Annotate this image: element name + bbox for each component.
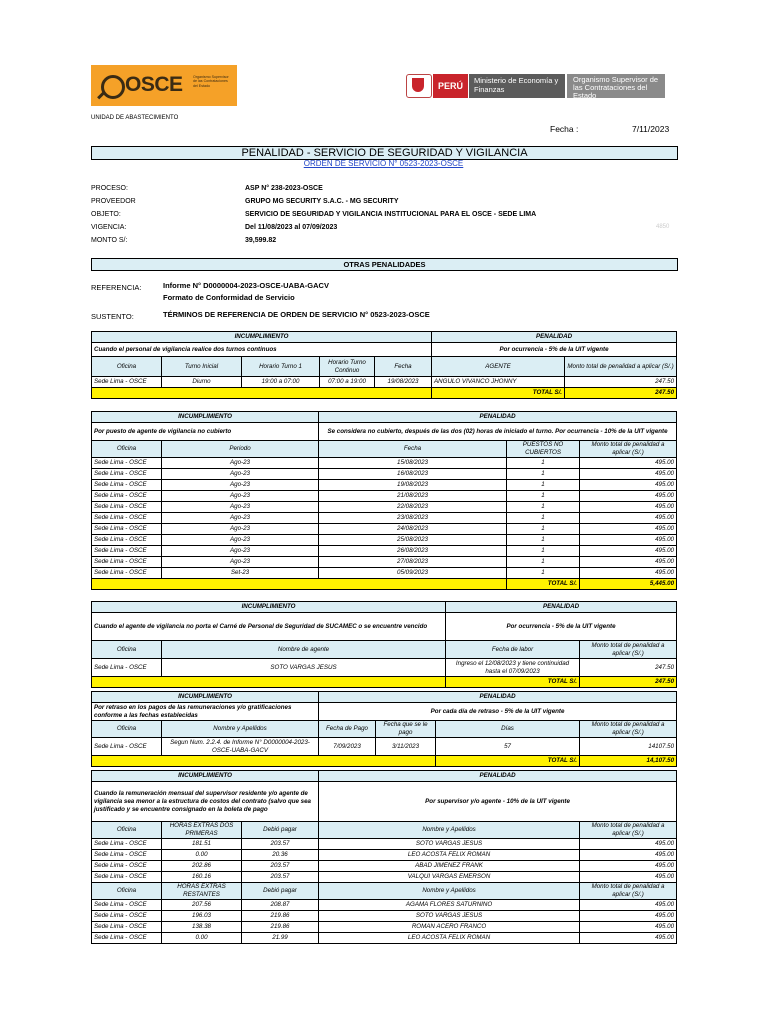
osce-logo-subtext: Organismo Supervisor de las Contrataciones del Estado bbox=[193, 75, 229, 88]
cell-horas: 160.16 bbox=[162, 872, 242, 883]
col-fecha-labor: Fecha de labor bbox=[446, 641, 580, 659]
col-debio-pagar: Debió pagar bbox=[242, 822, 319, 839]
cell-nombre: SOTO VARGAS JESUS bbox=[319, 911, 580, 922]
proveedor-label: PROVEEDOR bbox=[91, 198, 136, 205]
objeto-value: SERVICIO DE SEGURIDAD Y VIGILANCIA INSTITUCIONAL PARA EL OSCE - SEDE LIMA bbox=[245, 211, 537, 218]
cell-puestos: 1 bbox=[507, 458, 580, 469]
col-horas-extras-primeras: HORAS EXTRAS DOS PRIMERAS bbox=[162, 822, 242, 839]
incumplimiento-header: INCUMPLIMIENTO bbox=[92, 602, 446, 613]
cell-horas: 181.51 bbox=[162, 839, 242, 850]
cell-monto: 495.00 bbox=[580, 872, 677, 883]
cell-oficina: Sede Lima - OSCE bbox=[92, 557, 162, 568]
table-row bbox=[92, 535, 677, 546]
osce-logo-text: OSCE bbox=[125, 73, 183, 96]
cell-oficina: Sede Lima - OSCE bbox=[92, 377, 162, 388]
col-monto: Monto total de penalidad a aplicar (S/.) bbox=[580, 641, 677, 659]
col-monto: Monto total de penalidad a aplicar (S/.) bbox=[580, 822, 677, 839]
cell-oficina: Sede Lima - OSCE bbox=[92, 900, 162, 911]
penalidad-header: PENALIDAD bbox=[446, 602, 677, 613]
cell-monto: 495.00 bbox=[580, 568, 677, 579]
fecha-value: 7/11/2023 bbox=[632, 124, 670, 134]
col-debio-pagar: Debió pagar bbox=[242, 883, 319, 900]
total-label: TOTAL S/. bbox=[507, 579, 580, 590]
cell-horas: 0.00 bbox=[162, 850, 242, 861]
vigencia-label: VIGENCIA: bbox=[91, 224, 127, 231]
organismo-label: Organismo Supervisor de las Contrataciones del Estado bbox=[567, 74, 665, 98]
cell-oficina: Sede Lima - OSCE bbox=[92, 458, 162, 469]
table-row bbox=[92, 502, 677, 513]
cell-nombre: ABAD JIMENEZ FRANK bbox=[319, 861, 580, 872]
table-carne-sucamec bbox=[91, 601, 677, 688]
cell-oficina: Sede Lima - OSCE bbox=[92, 502, 162, 513]
incumplimiento-desc: Cuando el agente de vigilancia no porta el Carné de Personal de Seguridad de SUCAMEC o se encuentre vencido bbox=[92, 613, 446, 641]
col-horario-turno-1: Horario Turno 1 bbox=[242, 357, 320, 377]
peru-label: PERÚ bbox=[433, 74, 468, 98]
table-row bbox=[92, 513, 677, 524]
col-monto: Monto total de penalidad a aplicar (S/.) bbox=[580, 441, 677, 458]
table-row bbox=[92, 524, 677, 535]
cell-puestos: 1 bbox=[507, 480, 580, 491]
total-value: 14,107.50 bbox=[580, 756, 677, 767]
referencia-label: REFERENCIA: bbox=[91, 283, 142, 292]
monto-label: MONTO S/: bbox=[91, 237, 128, 244]
cell-nombre: ROMAN ACERO FRANCO bbox=[319, 922, 580, 933]
referencia-formato: Formato de Conformidad de Servicio bbox=[163, 293, 295, 302]
table-row bbox=[92, 861, 677, 872]
cell-monto: 14107.50 bbox=[580, 738, 677, 756]
cell-monto: 495.00 bbox=[580, 557, 677, 568]
faint-number: 4850 bbox=[656, 224, 670, 230]
monto-value: 39,599.82 bbox=[245, 237, 277, 244]
col-nombre: Nombre y Apellidos bbox=[319, 883, 580, 900]
col-oficina: Oficina bbox=[92, 357, 162, 377]
table-row bbox=[92, 568, 677, 579]
cell-fecha: 19/08/2023 bbox=[375, 377, 432, 388]
cell-fecha: 24/08/2023 bbox=[319, 524, 507, 535]
total-spacer bbox=[92, 677, 446, 688]
cell-debio-pagar: 219.86 bbox=[242, 922, 319, 933]
col-monto: Monto total de penalidad a aplicar (S/.) bbox=[565, 357, 677, 377]
cell-debio-pagar: 203.57 bbox=[242, 872, 319, 883]
objeto-label: OBJETO: bbox=[91, 211, 121, 218]
cell-oficina: Sede Lima - OSCE bbox=[92, 861, 162, 872]
cell-nombre: SOTO VARGAS JESUS bbox=[162, 659, 446, 677]
proceso-value: ASP N° 238-2023-OSCE bbox=[245, 185, 323, 192]
total-spacer bbox=[92, 579, 507, 590]
incumplimiento-desc: Cuando la remuneración mensual del supervisor residente y/o agente de vigilancia sea menor a la estructura de costos del contrato (salvo que sea justificado y se encuentre consignado en la boleta de pago bbox=[92, 782, 319, 822]
peru-shield-icon bbox=[406, 74, 432, 98]
table-row bbox=[92, 933, 677, 944]
cell-periodo: Ago-23 bbox=[162, 557, 319, 568]
col-dias: Días bbox=[436, 721, 580, 738]
table-row bbox=[92, 480, 677, 491]
cell-oficina: Sede Lima - OSCE bbox=[92, 491, 162, 502]
col-nombre: Nombre y Apellidos bbox=[162, 721, 319, 738]
cell-debio-pagar: 203.57 bbox=[242, 861, 319, 872]
table-row bbox=[92, 491, 677, 502]
cell-monto: 495.00 bbox=[580, 513, 677, 524]
penalidad-desc: Por cada día de retraso - 5% de la UIT vigente bbox=[319, 703, 677, 721]
table-row bbox=[92, 911, 677, 922]
cell-puestos: 1 bbox=[507, 513, 580, 524]
col-turno-inicial: Turno Inicial bbox=[162, 357, 242, 377]
cell-monto: 495.00 bbox=[580, 900, 677, 911]
col-horas-extras-restantes: HORAS EXTRAS RESTANTES bbox=[162, 883, 242, 900]
cell-monto: 495.00 bbox=[580, 911, 677, 922]
total-spacer bbox=[92, 756, 436, 767]
penalidad-header: PENALIDAD bbox=[319, 692, 677, 703]
cell-nombre: LEO ACOSTA FELIX ROMAN bbox=[319, 933, 580, 944]
table-row bbox=[92, 458, 677, 469]
table-remuneracion bbox=[91, 770, 677, 944]
unidad-label: UNIDAD DE ABASTECIMIENTO bbox=[91, 115, 179, 121]
col-fecha-pagado: Fecha que se le pago bbox=[376, 721, 436, 738]
penalidad-desc: Se considera no cubierto, después de las dos (02) horas de iniciado el turno. Por ocurrencia - 10% de la UIT vigente bbox=[319, 423, 677, 441]
cell-monto: 495.00 bbox=[580, 933, 677, 944]
cell-horario-continuo: 07:00 a 19:00 bbox=[320, 377, 375, 388]
table-row bbox=[92, 377, 677, 388]
cell-nombre: SOTO VARGAS JESUS bbox=[319, 839, 580, 850]
table-row bbox=[92, 469, 677, 480]
cell-fecha: 21/08/2023 bbox=[319, 491, 507, 502]
cell-monto: 495.00 bbox=[580, 458, 677, 469]
penalidad-header: PENALIDAD bbox=[432, 332, 677, 343]
cell-periodo: Ago-23 bbox=[162, 480, 319, 491]
cell-monto: 495.00 bbox=[580, 850, 677, 861]
cell-puestos: 1 bbox=[507, 568, 580, 579]
proveedor-value: GRUPO MG SECURITY S.A.C. - MG SECURITY bbox=[245, 198, 399, 205]
otras-penalidades-header: OTRAS PENALIDADES bbox=[91, 258, 678, 271]
cell-oficina: Sede Lima - OSCE bbox=[92, 513, 162, 524]
col-fecha: Fecha bbox=[375, 357, 432, 377]
proceso-label: PROCESO: bbox=[91, 185, 128, 192]
cell-periodo: Ago-23 bbox=[162, 502, 319, 513]
orden-link[interactable]: ORDEN DE SERVICIO N° 0523-2023-OSCE bbox=[303, 159, 464, 168]
vigencia-value: Del 11/08/2023 al 07/09/2023 bbox=[245, 224, 338, 231]
total-label: TOTAL S/. bbox=[436, 756, 580, 767]
cell-monto: 495.00 bbox=[580, 480, 677, 491]
sustento-value: TÉRMINOS DE REFERENCIA DE ORDEN DE SERVICIO N° 0523-2023-OSCE bbox=[163, 310, 430, 319]
table-row bbox=[92, 872, 677, 883]
cell-fecha: 26/08/2023 bbox=[319, 546, 507, 557]
cell-fecha: 22/08/2023 bbox=[319, 502, 507, 513]
cell-agente: ANGULO VIVANCO JHONNY bbox=[432, 377, 565, 388]
ministry-label: Ministerio de Economía y Finanzas bbox=[469, 74, 565, 98]
total-label: TOTAL S/. bbox=[432, 388, 565, 399]
cell-fecha-pago: 7/09/2023 bbox=[319, 738, 376, 756]
col-oficina: Oficina bbox=[92, 641, 162, 659]
cell-oficina: Sede Lima - OSCE bbox=[92, 933, 162, 944]
cell-periodo: Ago-23 bbox=[162, 535, 319, 546]
cell-monto: 495.00 bbox=[580, 524, 677, 535]
total-value: 5,445.00 bbox=[580, 579, 677, 590]
incumplimiento-header: INCUMPLIMIENTO bbox=[92, 332, 432, 343]
col-monto: Monto total de penalidad a aplicar (S/.) bbox=[580, 883, 677, 900]
cell-oficina: Sede Lima - OSCE bbox=[92, 850, 162, 861]
table-row bbox=[92, 839, 677, 850]
cell-puestos: 1 bbox=[507, 469, 580, 480]
cell-oficina: Sede Lima - OSCE bbox=[92, 546, 162, 557]
cell-oficina: Sede Lima - OSCE bbox=[92, 922, 162, 933]
penalidad-desc: Por ocurrencia - 5% de la UIT vigente bbox=[446, 613, 677, 641]
cell-periodo: Ago-23 bbox=[162, 524, 319, 535]
cell-oficina: Sede Lima - OSCE bbox=[92, 480, 162, 491]
cell-oficina: Sede Lima - OSCE bbox=[92, 524, 162, 535]
col-horario-continuo: Horario Turno Continuo bbox=[320, 357, 375, 377]
cell-nombre: LEO ACOSTA FELIX ROMAN bbox=[319, 850, 580, 861]
cell-fecha-pagado: 3/11/2023 bbox=[376, 738, 436, 756]
incumplimiento-header: INCUMPLIMIENTO bbox=[92, 692, 319, 703]
cell-monto: 495.00 bbox=[580, 922, 677, 933]
cell-fecha: 15/08/2023 bbox=[319, 458, 507, 469]
cell-oficina: Sede Lima - OSCE bbox=[92, 535, 162, 546]
penalidad-header: PENALIDAD bbox=[319, 771, 677, 782]
table-row bbox=[92, 557, 677, 568]
cell-monto: 495.00 bbox=[580, 839, 677, 850]
table-row bbox=[92, 659, 677, 677]
cell-oficina: Sede Lima - OSCE bbox=[92, 872, 162, 883]
cell-oficina: Sede Lima - OSCE bbox=[92, 568, 162, 579]
total-spacer bbox=[92, 388, 432, 399]
col-puestos: PUESTOS NO CUBIERTOS bbox=[507, 441, 580, 458]
table-row bbox=[92, 900, 677, 911]
cell-debio-pagar: 20.36 bbox=[242, 850, 319, 861]
incumplimiento-desc: Por puesto de agente de vigilancia no cubierto bbox=[92, 423, 319, 441]
osce-logo bbox=[91, 65, 237, 106]
cell-horario: 19:00 a 07:00 bbox=[242, 377, 320, 388]
cell-periodo: Ago-23 bbox=[162, 546, 319, 557]
cell-fecha-labor: Ingreso el 12/08/2023 y tiene continuidad hasta el 07/09/2023 bbox=[446, 659, 580, 677]
cell-oficina: Sede Lima - OSCE bbox=[92, 911, 162, 922]
table-turnos-continuos bbox=[91, 331, 677, 399]
fecha-label: Fecha : bbox=[550, 124, 579, 134]
cell-fecha: 19/08/2023 bbox=[319, 480, 507, 491]
table-row bbox=[92, 922, 677, 933]
total-value: 247.50 bbox=[565, 388, 677, 399]
total-label: TOTAL S/. bbox=[446, 677, 580, 688]
cell-turno: Diurno bbox=[162, 377, 242, 388]
cell-dias: 57 bbox=[436, 738, 580, 756]
table-row bbox=[92, 546, 677, 557]
cell-nombre: AGAMA FLORES SATURNINO bbox=[319, 900, 580, 911]
cell-puestos: 1 bbox=[507, 502, 580, 513]
col-nombre-agente: Nombre de agente bbox=[162, 641, 446, 659]
page-title: PENALIDAD - SERVICIO DE SEGURIDAD Y VIGILANCIA bbox=[91, 146, 678, 160]
cell-horas: 202.86 bbox=[162, 861, 242, 872]
table-row bbox=[92, 738, 677, 756]
cell-puestos: 1 bbox=[507, 524, 580, 535]
cell-oficina: Sede Lima - OSCE bbox=[92, 839, 162, 850]
cell-periodo: Ago-23 bbox=[162, 458, 319, 469]
cell-debio-pagar: 203.57 bbox=[242, 839, 319, 850]
penalidad-desc: Por ocurrencia - 5% de la UIT vigente bbox=[432, 343, 677, 357]
cell-monto: 495.00 bbox=[580, 491, 677, 502]
cell-nombre: Segun Num. 2.2.4. de Informe N° D0000004-2023-OSCE-UABA-GACV bbox=[162, 738, 319, 756]
cell-periodo: Set-23 bbox=[162, 568, 319, 579]
col-agente: AGENTE bbox=[432, 357, 565, 377]
col-oficina: Oficina bbox=[92, 441, 162, 458]
cell-fecha: 23/08/2023 bbox=[319, 513, 507, 524]
cell-oficina: Sede Lima - OSCE bbox=[92, 738, 162, 756]
cell-fecha: 25/08/2023 bbox=[319, 535, 507, 546]
cell-monto: 495.00 bbox=[580, 502, 677, 513]
cell-nombre: VALQUI VARGAS EMERSON bbox=[319, 872, 580, 883]
cell-fecha: 27/08/2023 bbox=[319, 557, 507, 568]
penalidad-desc: Por supervisor y/o agente - 10% de la UIT vigente bbox=[319, 782, 677, 822]
cell-monto: 495.00 bbox=[580, 535, 677, 546]
incumplimiento-header: INCUMPLIMIENTO bbox=[92, 412, 319, 423]
cell-monto: 247.50 bbox=[580, 659, 677, 677]
cell-horas: 138.38 bbox=[162, 922, 242, 933]
cell-periodo: Ago-23 bbox=[162, 469, 319, 480]
magnifier-icon bbox=[101, 75, 125, 99]
sustento-label: SUSTENTO: bbox=[91, 312, 134, 321]
col-oficina: Oficina bbox=[92, 822, 162, 839]
cell-monto: 495.00 bbox=[580, 546, 677, 557]
col-oficina: Oficina bbox=[92, 721, 162, 738]
referencia-informe: Informe N° D0000004-2023-OSCE-UABA-GACV bbox=[163, 281, 329, 290]
cell-horas: 0.00 bbox=[162, 933, 242, 944]
cell-monto: 495.00 bbox=[580, 861, 677, 872]
incumplimiento-desc: Por retraso en los pagos de las remuneraciones y/o gratificaciones conforme a las fechas establecidas bbox=[92, 703, 319, 721]
col-monto: Monto total de penalidad a aplicar (S/.) bbox=[580, 721, 677, 738]
cell-debio-pagar: 208.87 bbox=[242, 900, 319, 911]
table-puestos-no-cubiertos bbox=[91, 411, 677, 590]
cell-oficina: Sede Lima - OSCE bbox=[92, 659, 162, 677]
incumplimiento-header: INCUMPLIMIENTO bbox=[92, 771, 319, 782]
cell-periodo: Ago-23 bbox=[162, 513, 319, 524]
cell-monto: 495.00 bbox=[580, 469, 677, 480]
cell-oficina: Sede Lima - OSCE bbox=[92, 469, 162, 480]
col-nombre: Nombre y Apellidos bbox=[319, 822, 580, 839]
col-fecha-pago: Fecha de Pago bbox=[319, 721, 376, 738]
col-fecha: Fecha bbox=[319, 441, 507, 458]
cell-puestos: 1 bbox=[507, 535, 580, 546]
total-value: 247.50 bbox=[580, 677, 677, 688]
cell-horas: 207.56 bbox=[162, 900, 242, 911]
col-periodo: Periodo bbox=[162, 441, 319, 458]
cell-debio-pagar: 219.86 bbox=[242, 911, 319, 922]
incumplimiento-desc: Cuando el personal de vigilancia realice dos turnos continuos bbox=[92, 343, 432, 357]
cell-puestos: 1 bbox=[507, 546, 580, 557]
cell-monto: 247.50 bbox=[565, 377, 677, 388]
cell-fecha: 16/08/2023 bbox=[319, 469, 507, 480]
col-oficina: Oficina bbox=[92, 883, 162, 900]
table-retraso-pagos bbox=[91, 691, 677, 767]
cell-puestos: 1 bbox=[507, 557, 580, 568]
cell-fecha: 05/09/2023 bbox=[319, 568, 507, 579]
cell-horas: 196.03 bbox=[162, 911, 242, 922]
cell-debio-pagar: 21.99 bbox=[242, 933, 319, 944]
penalidad-header: PENALIDAD bbox=[319, 412, 677, 423]
cell-periodo: Ago-23 bbox=[162, 491, 319, 502]
cell-puestos: 1 bbox=[507, 491, 580, 502]
table-row bbox=[92, 850, 677, 861]
